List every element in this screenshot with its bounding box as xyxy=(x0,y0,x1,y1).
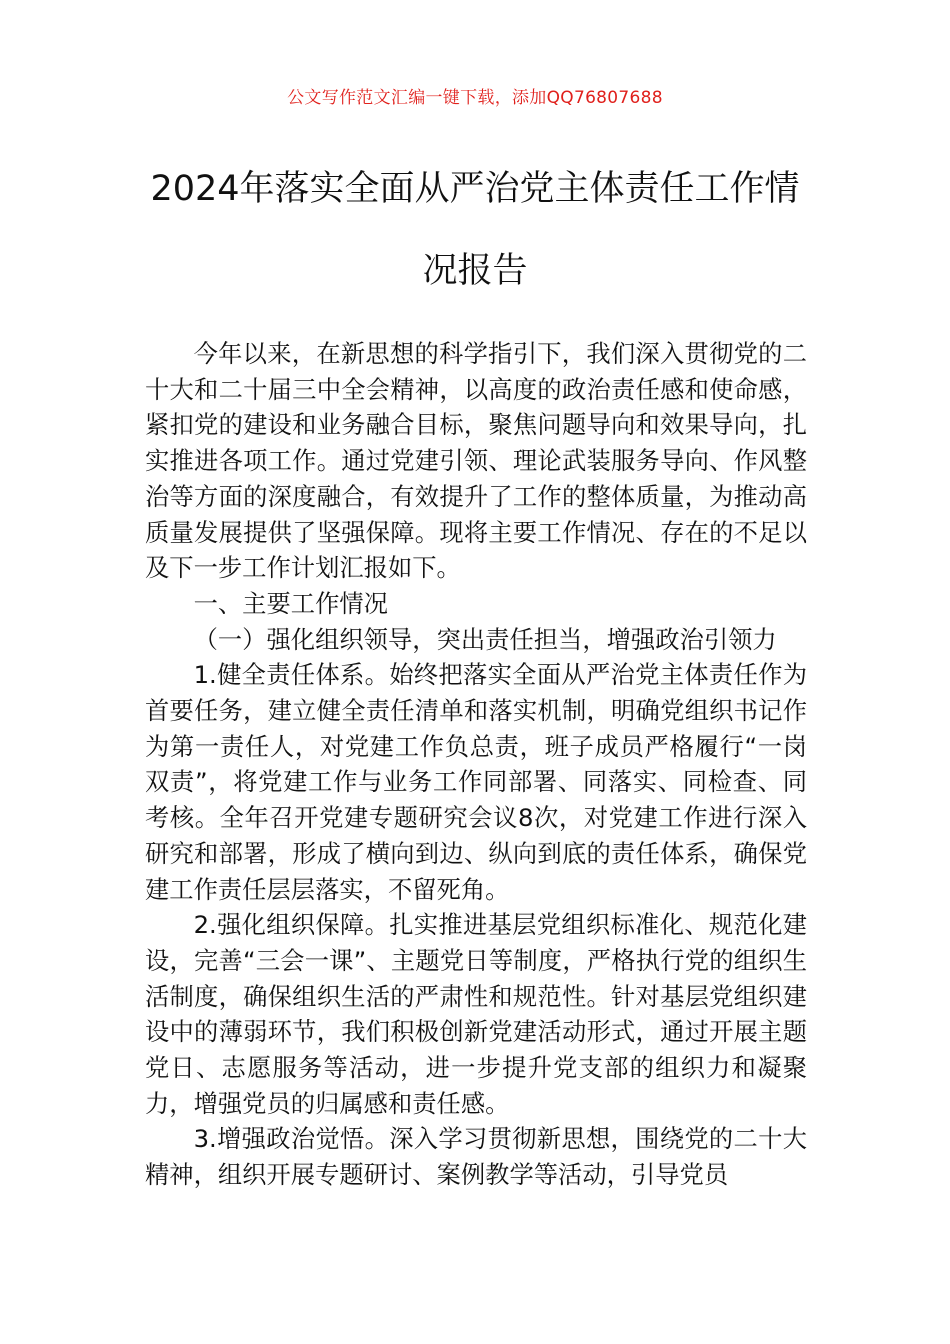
document-title xyxy=(145,148,805,312)
document-body xyxy=(145,336,807,1193)
title-line-1: 2024年落实全面从严治党主体责任工作情 xyxy=(150,169,800,209)
subsection-heading: （一）强化组织领导，突出责任担当，增强政治引领力 xyxy=(193,624,777,654)
intro-paragraph: 今年以来，在新思想的科学指引下，我们深入贯彻党的二十大和二十届三中全会精神，以高度的政治责任感和使命感，紧扣党的建设和业务融合目标，聚焦问题导向和效果导向，扎实推进各项工作。通过党建引领、理论武装服务导向、作风整治等方面的深度融合，有效提升了工作的整体质量，为推动高质量发展提供了坚强保障。现将主要工作情况、存在的不足以及下一步工作计划汇报如下。 xyxy=(145,339,807,583)
watermark-banner: 公文写作范文汇编一键下载，添加QQ76807688 xyxy=(287,88,663,108)
title-line-2: 况报告 xyxy=(422,251,528,291)
item-paragraph-2: 2.强化组织保障。扎实推进基层党组织标准化、规范化建设，完善“三会一课”、主题党日等制度，严格执行党的组织生活制度，确保组织生活的严肃性和规范性。针对基层党组织建设中的薄弱环节，我们积极创新党建活动形式，通过开展主题党日、志愿服务等活动，进一步提升党支部的组织力和凝聚力，增强党员的归属感和责任感。 xyxy=(145,910,807,1118)
section-heading: 一、主要工作情况 xyxy=(193,588,388,618)
item-paragraph-1: 1.健全责任体系。始终把落实全面从严治党主体责任作为首要任务，建立健全责任清单和落实机制，明确党组织书记作为第一责任人，对党建工作负总责，班子成员严格履行“一岗双责”，将党建工作与业务工作同部署、同落实、同检查、同考核。全年召开党建专题研究会议8次，对党建工作进行深入研究和部署，形成了横向到边、纵向到底的责任体系，确保党建工作责任层层落实，不留死角。 xyxy=(145,660,807,904)
item-paragraph-3: 3.增强政治觉悟。深入学习贯彻新思想，围绕党的二十大精神，组织开展专题研讨、案例教学等活动，引导党员 xyxy=(145,1124,807,1190)
